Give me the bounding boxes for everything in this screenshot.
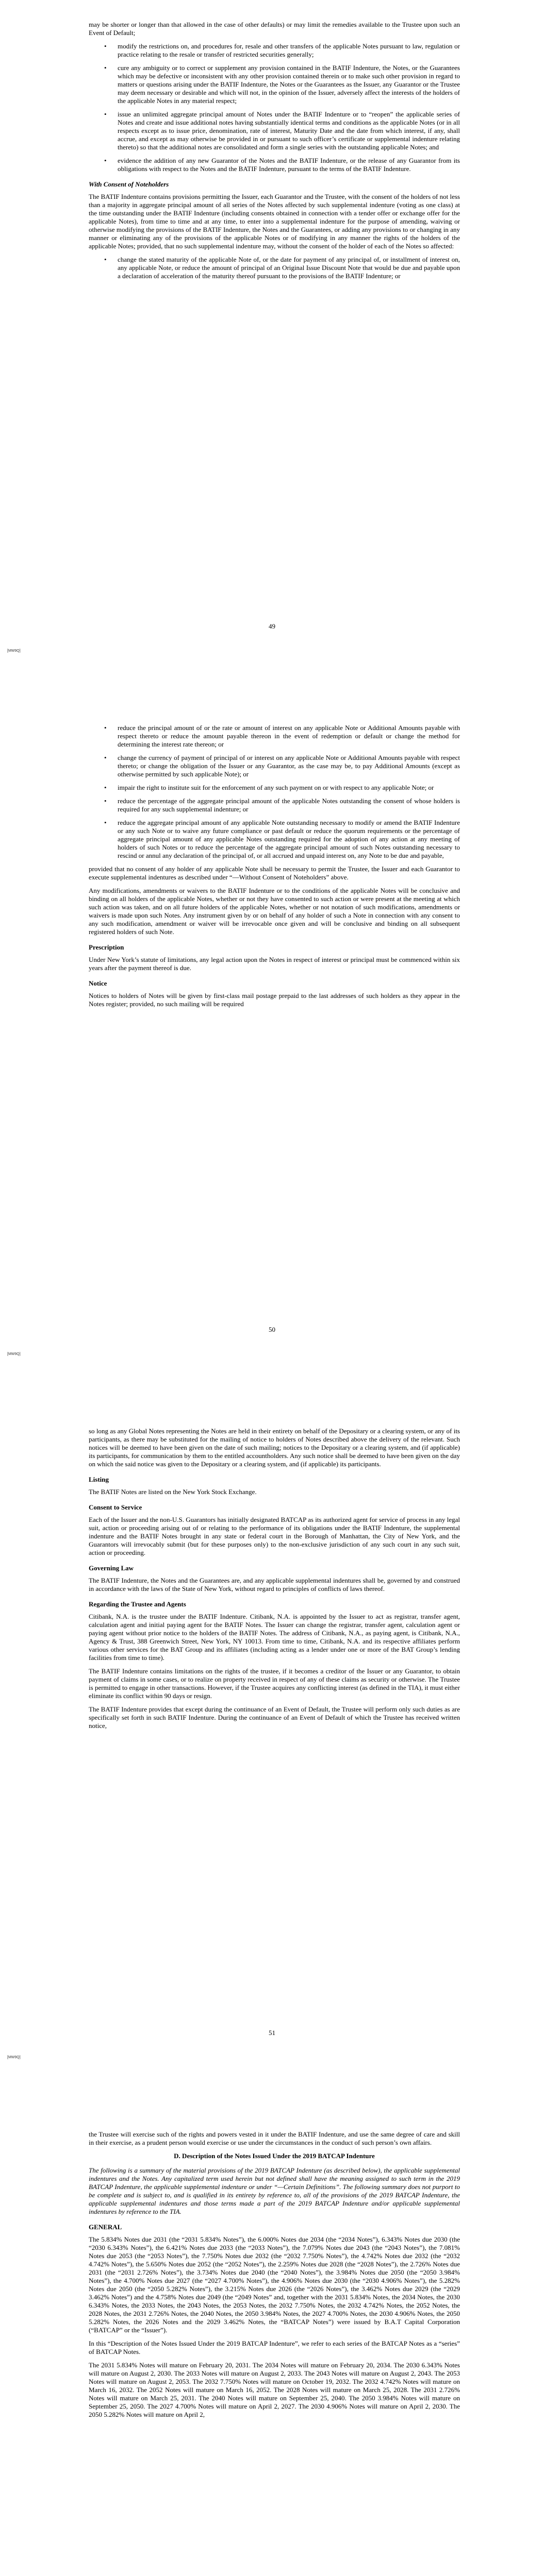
paragraph: The 5.834% Notes due 2031 (the “2031 5.834% Notes”), the 6.000% Notes due 2034 (the “2034 Notes”), 6.343% Notes due 2030 (the “2030 6.343% Notes”), the 6.421% Notes due 2033 (the “2033 Notes”), the 7.079% Notes due 2043 (the “2043 Notes”), the 7.081% Notes due 2053 (the “2053 Notes”), the 7.750% Notes due 2032 (the “2032 7.750% Notes”), the 4.742% Notes due 2032 (the “2032 4.742% Notes”), the 5.650% Notes due 2052 (the “2052 Notes”), the 2.259% Notes due 2028 (the “2028 Notes”), the 2.726% Notes due 2031 (the “2031 2.726% Notes”), the 3.734% Notes due 2040 (the “2040 Notes”), the 3.984% Notes due 2050 (the “2050 3.984% Notes”), the 4.700% Notes due 2027 (the “2027 4.700% Notes”), the 4.906% Notes due 2030 (the “2030 4.906% Notes”), the 5.282% Notes due 2050 (the “2050 5.282% Notes”), the 3.215% Notes due 2026 (the “2026 Notes”), the 3.462% Notes due 2029 (the “2029 3.462% Notes”) and the 4.758% Notes due 2049 (the “2049 Notes” and, together with the 2031 5.834% Notes, the 2034 Notes, the 2030 6.343% Notes, the 2033 Notes, the 2043 Notes, the 2053 Notes, the 2032 7.750% Notes, the 2032 4.742% Notes, the 2052 Notes, the 2028 Notes, the 2031 2.726% Notes, the 2040 Notes, the 2050 3.984% Notes, the 2027 4.700% Notes, the 2030 4.906% Notes, the 2050 5.282% Notes, the 2026 Notes and the 2029 3.462% Notes, the “BATCAP Notes”) were issued by B.A.T Capital Corporation (“BATCAP” or the “Issuer”). <box>89 2235 460 2334</box>
bullet-item: • cure any ambiguity or to correct or supplement any provision contained in the BATIF Indenture, the Notes, or the Guarantees which may be defective or inconsistent with any other provision contained therein or to make such other provision in regard to matters or questions arising under the BATIF Indenture, the Notes or the Guarantees as the Issuer, any Guarantor or the Trustee may deem necessary or desirable and which will not, in the opinion of the Issuer, adversely affect the interests of the holders of the applicable Notes in any material respect; <box>89 64 460 105</box>
paragraph: In this “Description of the Notes Issued Under the 2019 BATCAP Indenture”, we refer to each series of the BATCAP Notes as a “series” of BATCAP Notes. <box>89 2340 460 2355</box>
paragraph: provided that no consent of any holder of any applicable Note shall be necessary to permit the Trustee, the Issuer and each Guarantor to execute supplemental indentures as described under “—Without Consent of Noteholders” above. <box>89 865 460 881</box>
paragraph: Any modifications, amendments or waivers to the BATIF Indenture or to the conditions of the applicable Notes will be conclusive and binding on all holders of the applicable Notes, whether or not they have consented to such action or were present at the meeting at which such action was taken, and on all future holders of the applicable Notes, whether or not notation of such modifications, amendments or waivers is made upon such Notes. Any instrument given by or on behalf of any holder of such a Note in connection with any consent to any such modification, amendment or waiver will be irrevocable once given and will be conclusive and binding on all subsequent registered holders of such Note. <box>89 887 460 936</box>
bullet-list <box>89 256 460 280</box>
paragraph: The BATIF Indenture, the Notes and the Guarantees are, and any applicable supplemental indentures shall be, governed by and construed in accordance with the laws of the State of New York, without regard to principles of conflicts of laws thereof. <box>89 1577 460 1592</box>
paragraph: Notices to holders of Notes will be given by first-class mail postage prepaid to the last addresses of such holders as they appear in the Notes register; provided, no such mailing will be required <box>89 992 460 1008</box>
paragraph: Under New York’s statute of limitations, any legal action upon the Notes in respect of interest or principal must be commenced within six years after the payment thereof is due. <box>89 956 460 972</box>
paragraph: The BATIF Indenture contains limitations on the rights of the trustee, if it becomes a creditor of the Issuer or any Guarantor, to obtain payment of claims in some cases, or to realize on property received in respect of any of these claims as security or otherwise. The Trustee is permitted to engage in other transactions. However, if the Trustee acquires any conflicting interest (as defined in the TIA), it must either eliminate its conflict within 90 days or resign. <box>89 1667 460 1700</box>
page <box>0 1406 544 2110</box>
bullet-item: • reduce the principal amount of or the rate or amount of interest on any applicable Note or Additional Amounts payable with respect thereto or reduce the amount payable thereon in the event of redemption or default or change the method for determining the interest rate thereon; or <box>89 724 460 749</box>
page-body <box>89 21 460 285</box>
page <box>0 0 544 703</box>
paragraph: The 2031 5.834% Notes will mature on February 20, 2031. The 2034 Notes will mature on February 20, 2034. The 2030 6.343% Notes will mature on August 2, 2030. The 2033 Notes will mature on August 2, 2033. The 2043 Notes will mature on August 2, 2043. The 2053 Notes will mature on August 2, 2053. The 2032 7.750% Notes will mature on October 19, 2032. The 2032 4.742% Notes will mature on March 16, 2032. The 2052 Notes will mature on March 16, 2052. The 2028 Notes will mature on March 25, 2028. The 2031 2.726% Notes will mature on March 25, 2031. The 2040 Notes will mature on September 25, 2040. The 2050 3.984% Notes will mature on September 25, 2050. The 2027 4.700% Notes will mature on April 2, 2027. The 2030 4.906% Notes will mature on April 2, 2030. The 2050 5.282% Notes will mature on April 2, <box>89 2361 460 2418</box>
chapter-heading: D. Description of the Notes Issued Under the 2019 BATCAP Indenture <box>174 2152 375 2160</box>
page-number: 50 <box>269 1326 275 1333</box>
page <box>0 703 544 1406</box>
section-heading: Prescription <box>89 943 124 951</box>
bullet-item: • change the stated maturity of the applicable Note of, or the date for payment of any principal of, or installment of interest on, any applicable Note, or reduce the amount of principal of an Original Issue Discount Note that would be due and payable upon a declaration of acceleration of the maturity thereof pursuant to the provisions of the BATIF Indenture; or <box>89 256 460 280</box>
bullet-item: • modify the restrictions on, and procedures for, resale and other transfers of the applicable Notes pursuant to law, regulation or practice relating to the resale or transfer of restricted securities generally; <box>89 42 460 59</box>
bullet-item: • reduce the aggregate principal amount of any applicable Note outstanding necessary to modify or amend the BATIF Indenture or any such Note or to waive any future compliance or past default or reduce the quorum requirements or the percentage of aggregate principal amount of any applicable Notes outstanding required for the adoption of any action at any meeting of holders of such Notes or to reduce the percentage of the aggregate principal amount of such Notes outstanding necessary to rescind or annul any declaration of the principal of, or all accrued and unpaid interest on, any Note to be due and payable, <box>89 819 460 860</box>
section-heading: Notice <box>89 979 107 987</box>
page-number: 51 <box>269 2029 275 2037</box>
page <box>0 2110 544 2576</box>
bullet-item: • reduce the percentage of the aggregate principal amount of the applicable Notes outstanding the consent of whose holders is required for any such supplemental indenture; or <box>89 797 460 814</box>
bullet-item: • impair the right to institute suit for the enforcement of any such payment on or with respect to any applicable Note; or <box>89 784 460 792</box>
paragraph: may be shorter or longer than that allowed in the case of other defaults) or may limit the remedies available to the Trustee upon such an Event of Default; <box>89 21 460 37</box>
document-reference: [MW9Q] <box>7 2056 21 2059</box>
bullet-item: • evidence the addition of any new Guarantor of the Notes and the BATIF Indenture, or the release of any Guarantor from its obligations with respect to the Notes and the BATIF Indenture, pursuant to the terms of the BATIF Indenture. <box>89 157 460 173</box>
bullet-item: • change the currency of payment of principal of or interest on any applicable Note or Additional Amounts payable with respect thereto; or change the obligation of the Issuer or any Guarantor, as the case may be, to pay Additional Amounts (except as otherwise permitted by such applicable Note); or <box>89 754 460 778</box>
paragraph: Citibank, N.A. is the trustee under the BATIF Indenture. Citibank, N.A. is appointed by the Issuer to act as registrar, transfer agent, calculation agent and initial paying agent for the BATIF Notes. The Issuer can change the registrar, transfer agent, calculation agent or paying agent without prior notice to the holders of the BATIF Notes. The address of Citibank, N.A., as paying agent, is Citibank, N.A., Agency & Trust, 388 Greenwich Street, New York, NY 10013. From time to time, Citibank, N.A. and its respective affiliates perform various other services for the BAT Group and its affiliates (including acting as a lender under one or more of the BAT Group’s lending facilities from time to time). <box>89 1613 460 1662</box>
document-reference: [MW9Q] <box>7 1352 21 1356</box>
page-body <box>89 1427 460 1735</box>
bullet-list <box>89 42 460 173</box>
bullet-item: • issue an unlimited aggregate principal amount of Notes under the BATIF Indenture or to “reopen” the applicable series of Notes and create and issue additional notes having substantially identical terms and conditions as the applicable Notes (or in all respects except as to issue price, denomination, rate of interest, Maturity Date and the date from which interest, if any, shall accrue, and except as may otherwise be provided in or pursuant to such officer’s certificate or supplemental indenture relating thereto) so that the additional notes are consolidated and form a single series with the outstanding applicable Notes; and <box>89 110 460 151</box>
page-body <box>89 724 460 1013</box>
paragraph: The BATIF Notes are listed on the New York Stock Exchange. <box>89 1488 257 1496</box>
paragraph: The BATIF Indenture provides that except during the continuance of an Event of Default, the Trustee will perform only such duties as are specifically set forth in such BATIF Indenture. During the continuance of an Event of Default of which the Trustee has received written notice, <box>89 1705 460 1730</box>
page-number: 49 <box>269 622 275 630</box>
paragraph: the Trustee will exercise such of the rights and powers vested in it under the BATIF Indenture, and use the same degree of care and skill in their exercise, as a prudent person would exercise or use under the circumstances in the conduct of such person’s own affairs. <box>89 2130 460 2146</box>
document-reference: [MW9Q] <box>7 649 21 653</box>
section-heading: Regarding the Trustee and Agents <box>89 1600 186 1608</box>
page-body <box>89 2130 460 2424</box>
italic-paragraph: The following is a summary of the material provisions of the 2019 BATCAP Indenture (as described below), the applicable supplemental indentures and the Notes. Any capitalized term used herein but not defined shall have the meaning assigned to such term in the 2019 BATCAP Indenture, the applicable supplemental indenture or under “—Certain Definitions”. The following summary does not purport to be complete and is subject to, and is qualified in its entirety by reference to, all of the provisions of the 2019 BATCAP Indenture, the applicable supplemental indentures and those terms made a part of the 2019 BATCAP Indenture and/or applicable supplemental indentures by reference to the TIA. <box>89 2166 460 2215</box>
section-heading: GENERAL <box>89 2223 122 2231</box>
paragraph: The BATIF Indenture contains provisions permitting the Issuer, each Guarantor and the Trustee, with the consent of the holders of not less than a majority in aggregate principal amount of all series of the Notes affected by such supplemental indenture (voting as one class) at the time outstanding under the BATIF Indenture (including consents obtained in connection with a tender offer or exchange offer for the applicable Notes), from time to time and at any time, to enter into a supplemental indenture for the purpose of amending, waiving or otherwise modifying the provisions of the BATIF Indenture, the Notes and the Guarantees, or adding any provisions to or changing in any manner or eliminating any of the provisions of the applicable Notes or of modifying in any manner the rights of the holders of the applicable Notes; provided, that no such supplemental indenture may, without the consent of the holder of each of the Notes so affected: <box>89 193 460 250</box>
section-heading: Listing <box>89 1476 109 1483</box>
section-heading: Governing Law <box>89 1564 134 1572</box>
subsection-heading: With Consent of Noteholders <box>89 180 169 188</box>
paragraph: so long as any Global Notes representing the Notes are held in their entirety on behalf of the Depositary or a clearing system, or any of its participants, as there may be substituted for the mailing of notice to holders of Notes described above the delivery of the relevant. Such notices will be deemed to have been given on the date of such mailing; notices to the Depositary or a clearing system, and (if applicable) its participants, for communication by them to the entitled accountholders. Any such notice shall be deemed to have been given on the day on which the said notice was given to the Depositary or a clearing system, and (if applicable) its participants. <box>89 1427 460 1468</box>
section-heading: Consent to Service <box>89 1503 142 1511</box>
paragraph: Each of the Issuer and the non-U.S. Guarantors has initially designated BATCAP as its authorized agent for service of process in any legal suit, action or proceeding arising out of or relating to the performance of its obligations under the BATIF Indenture, the supplemental indenture and the BATIF Notes brought in any state or federal court in the Borough of Manhattan, the City of New York, and the Guarantors will irrevocably submit (but for these purposes only) to the non-exclusive jurisdiction of any such court in any such suit, action or proceeding. <box>89 1516 460 1556</box>
bullet-list <box>89 724 460 860</box>
